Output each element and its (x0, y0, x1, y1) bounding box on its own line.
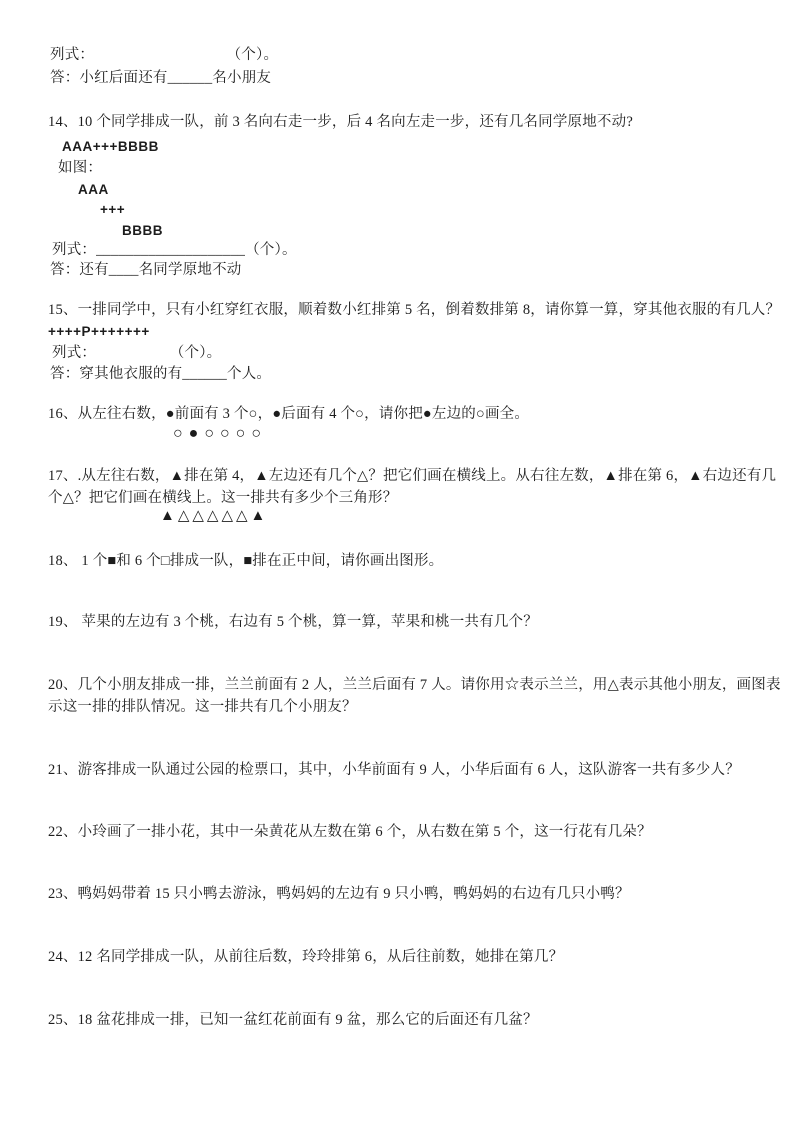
prev-expression-line: 列式： （个）。 (50, 47, 279, 63)
problem-14-expression-line: 列式：____________________（个）。 (52, 242, 297, 258)
problem-23-text: 23、鸭妈妈带着 15 只小鸭去游泳，鸭妈妈的左边有 9 只小鸭，鸭妈妈的右边有几只小鸭？ (48, 886, 630, 902)
problem-21-text: 21、游客排成一队通过公园的检票口，其中，小华前面有 9 人，小华后面有 6 人，这队游客一共有多少人？ (48, 762, 740, 778)
problem-24-text: 24、12 名同学排成一队，从前往后数，玲玲排第 6，从后往前数，她排在第几？ (48, 949, 564, 965)
problem-17-text-line-2: 个△？把它们画在横线上。这一排共有多少个三角形？ (48, 490, 398, 506)
problem-19-text: 19、 苹果的左边有 3 个桃，右边有 5 个桃，算一算，苹果和桃一共有几个？ (48, 614, 538, 630)
problem-22-text: 22、小玲画了一排小花，其中一朵黄花从左数在第 6 个，从右数在第 5 个，这一行花有几朵？ (48, 824, 652, 840)
problem-16-text: 16、从左往右数，●前面有 3 个○，●后面有 4 个○，请你把●左边的○画全。 (48, 406, 530, 422)
problem-14-figure-label: 如图： (58, 160, 103, 176)
problem-14-figure-row-b: BBBB (122, 223, 163, 238)
problem-14-figure-inline: AAA+++BBBB (62, 139, 159, 154)
problem-14-figure-row-a: AAA (78, 182, 109, 197)
problem-15-figure-row: ++++P+++++++ (48, 324, 150, 339)
problem-18-text: 18、 1 个■和 6 个□排成一队，■排在正中间，请你画出图形。 (48, 553, 444, 569)
problem-15-expression-line: 列式： （个）。 (52, 345, 222, 361)
problem-14-answer-line: 答：还有____名同学原地不动 (50, 262, 242, 278)
problem-15-text: 15、一排同学中，只有小红穿红衣服，顺着数小红排第 5 名，倒着数排第 8，请你算一算，穿其他衣服的有几人？ (48, 302, 781, 318)
problem-17-figure-row: ▲△△△△△▲ (160, 508, 269, 524)
prev-answer-line: 答：小红后面还有______名小朋友 (50, 70, 272, 86)
problem-16-figure-row: ○●○○○○ (173, 425, 267, 442)
problem-17-text-line-1: 17、.从左往右数，▲排在第 4，▲左边还有几个△？把它们画在横线上。从右往左数，▲排在第 6，▲右边还有几 (48, 468, 777, 484)
problem-20-text-line-2: 示这一排的排队情况。这一排共有几个小朋友？ (48, 699, 357, 715)
problem-25-text: 25、18 盆花排成一排，已知一盆红花前面有 9 盆，那么它的后面还有几盆？ (48, 1012, 538, 1028)
problem-20-text-line-1: 20、几个小朋友排成一排，兰兰前面有 2 人，兰兰后面有 7 人。请你用☆表示兰兰，用△表示其他小朋友，画图表 (48, 677, 781, 693)
problem-14-figure-row-plus: +++ (100, 202, 126, 217)
problem-15-answer-line: 答：穿其他衣服的有______个人。 (50, 366, 272, 382)
problem-14-text: 14、10 个同学排成一队，前 3 名向右走一步，后 4 名向左走一步，还有几名同学原地不动? (48, 114, 633, 130)
